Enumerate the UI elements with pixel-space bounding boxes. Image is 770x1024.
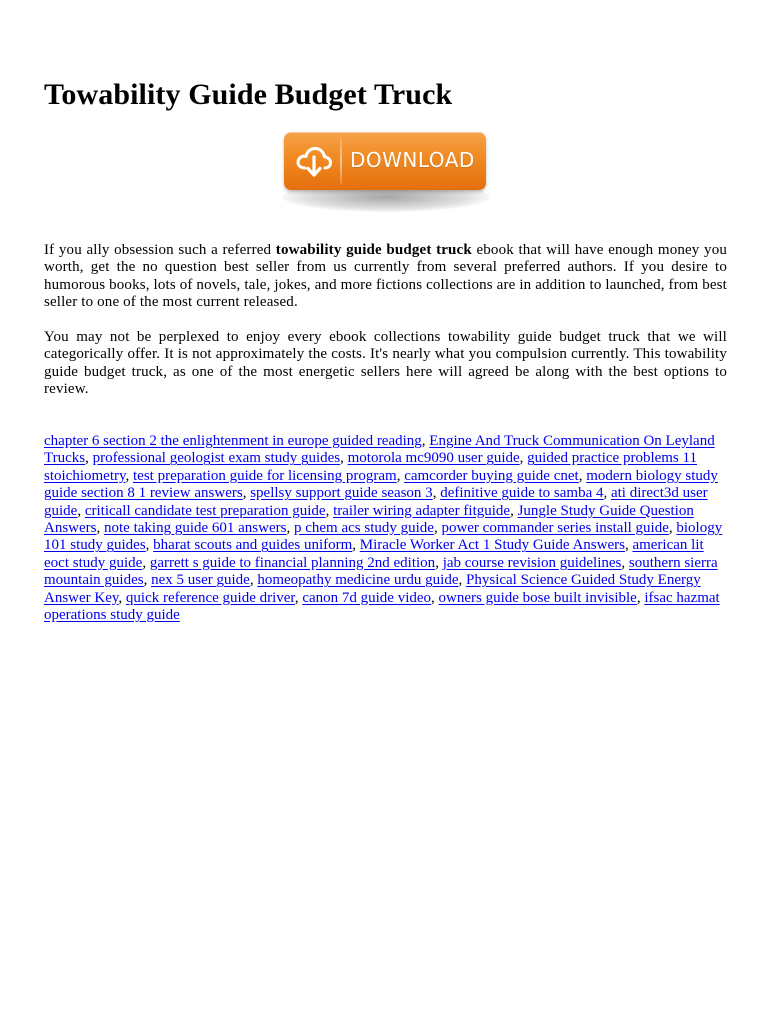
related-link[interactable]: Miracle Worker Act 1 Study Guide Answers — [359, 537, 625, 554]
related-link[interactable]: garrett s guide to financial planning 2nd edition — [149, 554, 436, 571]
related-link[interactable]: ifsac hazmat operations study guide — [44, 589, 720, 624]
related-link[interactable]: spellsy support guide season 3 — [250, 485, 433, 502]
link-separator: , — [118, 589, 126, 606]
link-separator: , — [624, 537, 633, 554]
related-link[interactable]: test preparation guide for licensing program — [133, 467, 397, 484]
related-links-list — [44, 433, 727, 624]
related-link[interactable]: power commander series install guide — [441, 520, 669, 537]
related-link[interactable]: guided practice problems 11 stoichiometry — [44, 450, 697, 484]
related-link[interactable]: canon 7d guide video — [302, 589, 432, 606]
related-link[interactable]: biology 101 study guides — [44, 520, 723, 554]
intro-paragraph — [44, 242, 727, 312]
intro-text-start: If you ally obsession such a referred — [44, 242, 276, 258]
link-separator: , — [242, 485, 251, 502]
related-link[interactable]: jab course revision guidelines — [442, 554, 622, 571]
download-button-divider — [340, 138, 342, 184]
related-link[interactable]: motorola mc9090 user guide — [347, 450, 520, 467]
related-link[interactable]: camcorder buying guide cnet — [404, 467, 579, 484]
related-link[interactable]: ati direct3d user guide — [44, 485, 708, 519]
download-banner — [274, 130, 498, 218]
download-button[interactable] — [284, 132, 486, 190]
link-separator: , — [77, 502, 85, 519]
related-link[interactable]: american lit eoct study guide — [44, 537, 704, 571]
related-link[interactable]: Physical Science Guided Study Energy Answer Key — [44, 572, 701, 606]
link-separator: , — [519, 450, 528, 467]
link-separator: , — [142, 554, 150, 571]
related-link[interactable]: nex 5 user guide — [151, 572, 250, 589]
related-link[interactable]: p chem acs study guide — [293, 520, 434, 537]
link-separator: , — [421, 433, 430, 449]
link-separator: , — [435, 554, 443, 571]
link-separator: , — [603, 485, 611, 502]
related-link[interactable]: southern sierra mountain guides — [44, 554, 718, 589]
link-separator: , — [294, 589, 303, 606]
related-link[interactable]: chapter 6 section 2 the enlightenment in europe guided reading — [44, 433, 422, 449]
link-separator: , — [431, 589, 439, 606]
link-separator: , — [143, 572, 152, 589]
link-separator: , — [621, 554, 629, 571]
related-link[interactable]: owners guide bose built invisible — [438, 589, 637, 606]
cloud-download-icon — [294, 141, 334, 181]
link-separator: , — [396, 467, 405, 484]
link-separator: , — [340, 450, 348, 467]
related-link[interactable]: note taking guide 601 answers — [104, 520, 287, 537]
related-link[interactable]: homeopathy medicine urdu guide — [257, 572, 459, 589]
link-separator: , — [145, 537, 154, 554]
link-separator: , — [125, 467, 134, 484]
link-separator: , — [249, 572, 258, 589]
link-separator: , — [458, 572, 467, 589]
link-separator: , — [96, 520, 104, 537]
related-link[interactable]: Jungle Study Guide Question Answers — [44, 502, 694, 537]
related-link[interactable]: quick reference guide driver — [125, 589, 295, 606]
related-link[interactable]: modern biology study guide section 8 1 review answers — [44, 467, 718, 502]
second-paragraph: You may not be perplexed to enjoy every ebook collections towability guide budget truck that we will categorically offer. It is not approximately the costs. It's nearly what you compulsion currently. This towability guide budget truck, as one of the most energetic sellers here will agreed be along with the best options to review. — [44, 329, 727, 398]
related-link[interactable]: criticall candidate test preparation guide — [84, 502, 326, 519]
link-separator: , — [578, 467, 587, 484]
link-separator: , — [352, 537, 360, 554]
related-link[interactable]: definitive guide to samba 4 — [440, 485, 604, 502]
link-separator: , — [325, 502, 334, 519]
intro-bold-keyword: towability guide budget truck — [275, 242, 472, 258]
related-link[interactable]: Engine And Truck Communication On Leyland Trucks — [44, 433, 715, 467]
download-label: DOWNLOAD — [350, 148, 475, 172]
link-separator: , — [433, 520, 442, 537]
related-link[interactable]: bharat scouts and guides uniform — [153, 537, 353, 554]
page-title: Towability Guide Budget Truck — [44, 78, 453, 111]
link-separator: , — [668, 520, 677, 537]
link-separator: , — [85, 450, 93, 467]
link-separator: , — [636, 589, 645, 606]
link-separator: , — [432, 485, 441, 502]
related-link[interactable]: professional geologist exam study guides — [92, 450, 341, 467]
intro-text-end: ebook that will have enough money you worth, get the no question best seller from us currently from several preferred authors. If you desire to humorous books, lots of novels, tale, jokes, and more fictions collections are in addition to launched, from best seller to one of the most current released. — [44, 242, 728, 311]
link-separator: , — [510, 502, 518, 519]
related-link[interactable]: trailer wiring adapter fitguide — [333, 502, 511, 519]
link-separator: , — [286, 520, 294, 537]
